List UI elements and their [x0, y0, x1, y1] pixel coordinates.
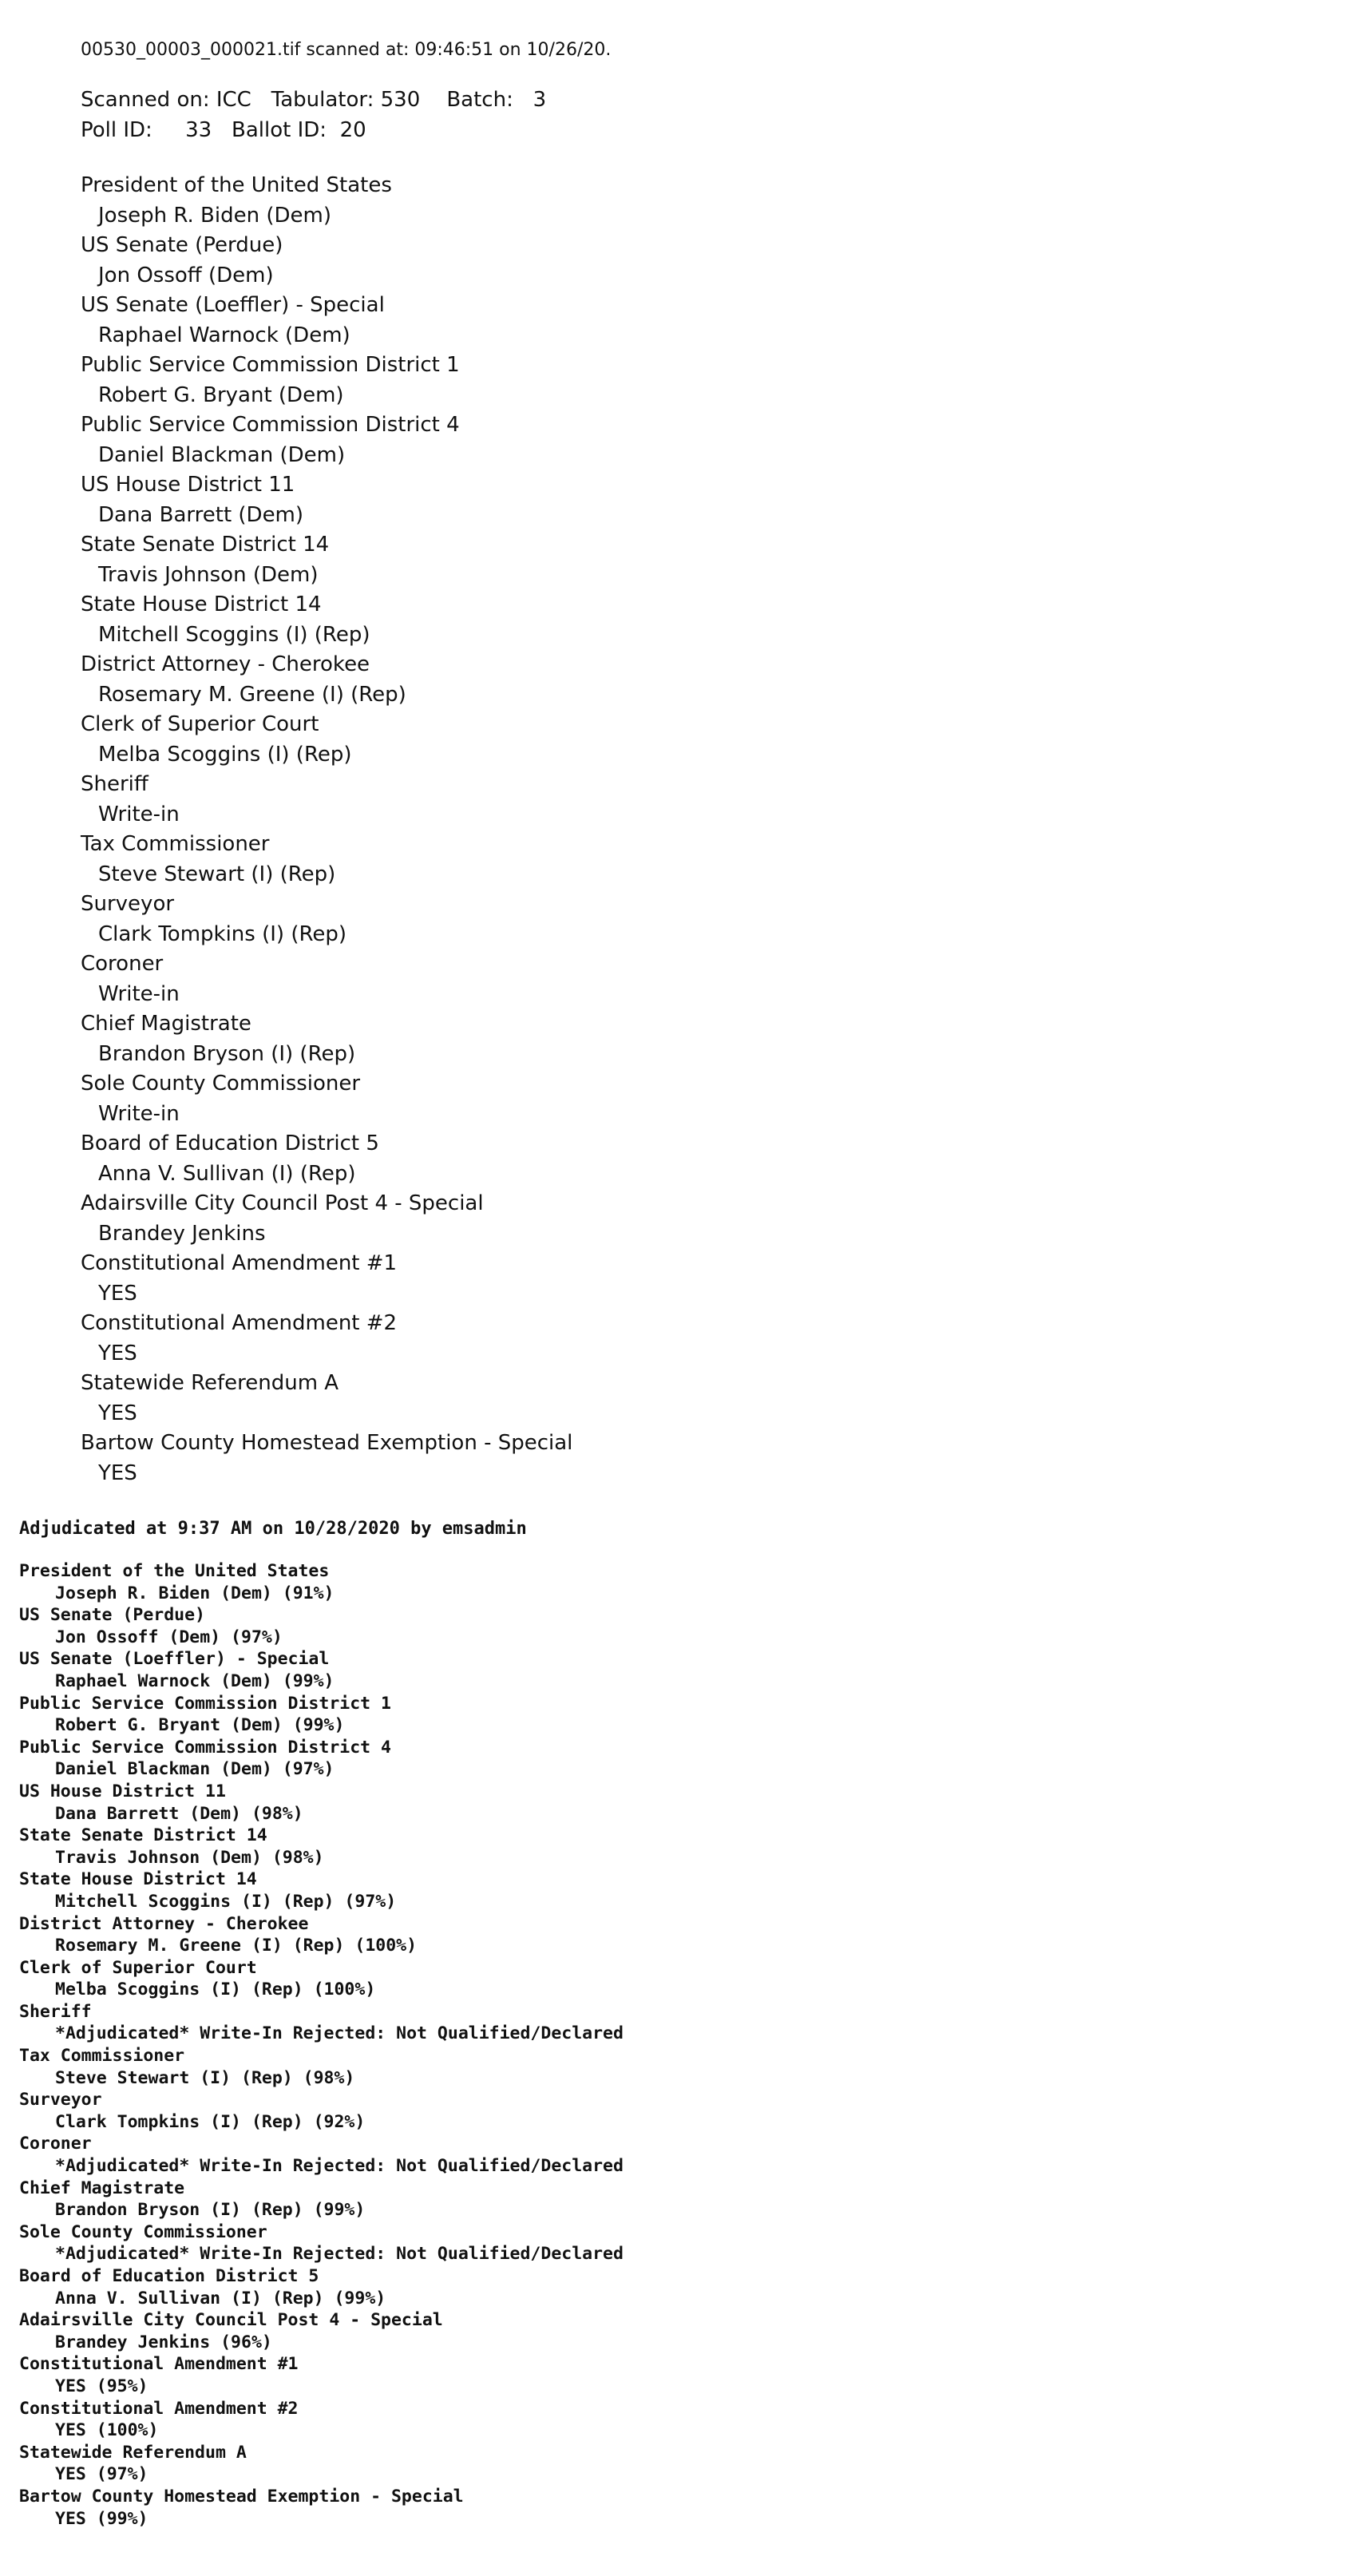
scan-header: 00530_00003_000021.tif scanned at: 09:46:51 on 10/26/20. [81, 40, 612, 60]
contest-name: Adairsville City Council Post 4 - Special [19, 2310, 443, 2331]
adjudication-contest [19, 2398, 1336, 2442]
adjudication-contest [19, 2265, 1336, 2309]
adjudication-contest [19, 2221, 1336, 2265]
scan-contest [81, 231, 1278, 291]
contest-name: Public Service Commission District 1 [81, 353, 460, 377]
adjudication-contest-list [19, 1560, 1336, 2530]
contest-choice: Robert G. Bryant (Dem) (99%) [55, 1715, 345, 1736]
poll-ballot-line: Poll ID: 33 Ballot ID: 20 [81, 118, 366, 142]
adjudication-contest [19, 1648, 1336, 1692]
contest-choice: *Adjudicated* Write-In Rejected: Not Qualified/Declared [55, 2156, 624, 2177]
contest-name: Public Service Commission District 4 [81, 413, 460, 437]
contest-name: Bartow County Homestead Exemption - Special [81, 1431, 573, 1455]
contest-name: US Senate (Loeffler) - Special [19, 1649, 330, 1670]
scan-contest [81, 351, 1278, 410]
scan-contest [81, 650, 1278, 710]
contest-name: Tax Commissioner [19, 2046, 185, 2067]
adjudication-contest [19, 2486, 1336, 2530]
contest-name: US Senate (Loeffler) - Special [81, 293, 385, 317]
scan-contest-list [81, 171, 1278, 1488]
contest-name: Statewide Referendum A [81, 1371, 339, 1395]
adjudication-contest [19, 1693, 1336, 1737]
contest-choice: Daniel Blackman (Dem) [98, 442, 346, 467]
scan-contest [81, 949, 1278, 1009]
scan-contest [81, 1429, 1278, 1488]
contest-name: Tax Commissioner [81, 832, 270, 856]
contest-name: US House District 11 [19, 1781, 226, 1801]
contest-choice: Brandon Bryson (I) (Rep) (99%) [55, 2200, 366, 2221]
contest-name: Clerk of Superior Court [19, 1957, 257, 1978]
contest-name: Sheriff [19, 2001, 92, 2022]
scan-contest [81, 1009, 1278, 1069]
scan-contest [81, 410, 1278, 470]
adjudication-contest [19, 1957, 1336, 2001]
contest-choice: Daniel Blackman (Dem) (97%) [55, 1759, 335, 1780]
adjudication-contest [19, 2309, 1336, 2353]
contest-choice: Dana Barrett (Dem) (98%) [55, 1803, 303, 1824]
contest-choice: Anna V. Sullivan (I) (Rep) (99%) [55, 2288, 386, 2308]
contest-choice: Write-in [98, 802, 180, 826]
contest-choice: YES [98, 1281, 137, 1306]
contest-choice: Write-in [98, 1101, 180, 1126]
adjudication-contest [19, 1825, 1336, 1869]
contest-choice: Travis Johnson (Dem) (98%) [55, 1847, 324, 1868]
contest-name: District Attorney - Cherokee [81, 652, 370, 676]
contest-choice: *Adjudicated* Write-In Rejected: Not Qualified/Declared [55, 2244, 624, 2265]
contest-choice: Joseph R. Biden (Dem) [98, 203, 331, 228]
contest-choice: Clark Tompkins (I) (Rep) [98, 921, 346, 946]
contest-choice: Mitchell Scoggins (I) (Rep) (97%) [55, 1891, 397, 1912]
scan-contest [81, 770, 1278, 830]
contest-choice: Steve Stewart (I) (Rep) [98, 862, 336, 886]
contest-choice: Jon Ossoff (Dem) [98, 263, 274, 287]
contest-name: Constitutional Amendment #1 [19, 2354, 299, 2375]
contest-choice: YES (100%) [55, 2420, 159, 2441]
scan-contest [81, 171, 1278, 231]
contest-name: Sole County Commissioner [19, 2221, 267, 2242]
adjudication-contest [19, 1913, 1336, 1957]
contest-choice: Raphael Warnock (Dem) [98, 323, 350, 347]
contest-choice: Write-in [98, 981, 180, 1006]
scan-contest [81, 830, 1278, 890]
contest-name: Chief Magistrate [19, 2178, 185, 2198]
adjudication-contest [19, 2001, 1336, 2045]
contest-name: Constitutional Amendment #1 [81, 1251, 398, 1275]
contest-name: Adairsville City Council Post 4 - Special [81, 1191, 484, 1215]
contest-choice: Brandey Jenkins (96%) [55, 2332, 272, 2352]
contest-name: Statewide Referendum A [19, 2442, 247, 2463]
contest-choice: YES (97%) [55, 2464, 148, 2485]
contest-name: Constitutional Amendment #2 [19, 2398, 299, 2419]
contest-name: Coroner [81, 952, 164, 976]
contest-name: Public Service Commission District 1 [19, 1693, 391, 1714]
adjudication-contest [19, 2133, 1336, 2177]
adjudication-contest [19, 2178, 1336, 2221]
contest-name: President of the United States [19, 1561, 330, 1581]
contest-choice: Joseph R. Biden (Dem) (91%) [55, 1583, 335, 1603]
scan-contest [81, 1189, 1278, 1249]
contest-name: State House District 14 [19, 1869, 257, 1890]
contest-name: Public Service Commission District 4 [19, 1737, 391, 1758]
contest-choice: YES (99%) [55, 2508, 148, 2529]
contest-name: Coroner [19, 2134, 92, 2154]
contest-name: Surveyor [81, 892, 175, 916]
contest-name: Board of Education District 5 [19, 2266, 319, 2286]
contest-name: Surveyor [19, 2090, 102, 2110]
contest-name: US House District 11 [81, 473, 295, 497]
contest-choice: Travis Johnson (Dem) [98, 562, 319, 587]
contest-choice: Jon Ossoff (Dem) (97%) [55, 1627, 283, 1647]
contest-name: President of the United States [81, 173, 392, 197]
scan-contest [81, 470, 1278, 530]
contest-choice: YES (95%) [55, 2376, 148, 2396]
contest-name: Constitutional Amendment #2 [81, 1311, 398, 1335]
contest-name: Clerk of Superior Court [81, 712, 319, 736]
scanned-on-line: Scanned on: ICC Tabulator: 530 Batch: 3 [81, 88, 547, 112]
contest-choice: Rosemary M. Greene (I) (Rep) (100%) [55, 1936, 418, 1956]
adjudication-contest [19, 1560, 1336, 1604]
contest-choice: Clark Tompkins (I) (Rep) (92%) [55, 2111, 366, 2132]
contest-choice: Brandon Bryson (I) (Rep) [98, 1041, 356, 1066]
contest-name: District Attorney - Cherokee [19, 1913, 309, 1934]
adjudication-header: Adjudicated at 9:37 AM on 10/28/2020 by emsadmin [19, 1519, 527, 1539]
contest-choice: YES [98, 1460, 137, 1485]
adjudication-contest [19, 1869, 1336, 1912]
contest-choice: Dana Barrett (Dem) [98, 502, 304, 527]
scan-contest [81, 1309, 1278, 1369]
contest-choice: Raphael Warnock (Dem) (99%) [55, 1670, 335, 1691]
contest-name: US Senate (Perdue) [81, 233, 283, 257]
scan-contest [81, 291, 1278, 351]
scan-contest [81, 1249, 1278, 1309]
adjudication-contest [19, 2089, 1336, 2133]
contest-choice: Steve Stewart (I) (Rep) (98%) [55, 2067, 355, 2088]
contest-choice: Mitchell Scoggins (I) (Rep) [98, 622, 370, 647]
contest-choice: Melba Scoggins (I) (Rep) (100%) [55, 1980, 376, 2000]
contest-choice: YES [98, 1401, 137, 1425]
contest-choice: Brandey Jenkins [98, 1221, 266, 1246]
scan-contest [81, 710, 1278, 770]
scan-contest [81, 890, 1278, 949]
contest-choice: Rosemary M. Greene (I) (Rep) [98, 682, 406, 707]
contest-name: Sheriff [81, 772, 148, 796]
adjudication-contest [19, 2045, 1336, 2089]
contest-choice: Anna V. Sullivan (I) (Rep) [98, 1161, 356, 1186]
scan-contest [81, 1069, 1278, 1129]
adjudication-section [19, 1517, 1336, 2530]
adjudication-contest [19, 2353, 1336, 2397]
adjudication-contest [19, 1737, 1336, 1781]
contest-choice: Melba Scoggins (I) (Rep) [98, 742, 352, 767]
contest-name: State Senate District 14 [19, 1825, 267, 1846]
contest-name: Chief Magistrate [81, 1012, 251, 1036]
adjudication-contest [19, 1604, 1336, 1648]
contest-name: US Senate (Perdue) [19, 1605, 205, 1626]
scan-section [81, 37, 1278, 1488]
contest-name: Board of Education District 5 [81, 1131, 379, 1155]
contest-name: State House District 14 [81, 592, 322, 616]
adjudication-contest [19, 1781, 1336, 1825]
contest-name: Sole County Commissioner [81, 1072, 361, 1096]
contest-name: Bartow County Homestead Exemption - Special [19, 2486, 464, 2507]
contest-choice: *Adjudicated* Write-In Rejected: Not Qualified/Declared [55, 2023, 624, 2044]
scan-contest [81, 1129, 1278, 1189]
scan-contest [81, 530, 1278, 590]
adjudication-contest [19, 2442, 1336, 2486]
contest-choice: Robert G. Bryant (Dem) [98, 382, 344, 407]
scan-contest [81, 1369, 1278, 1429]
contest-name: State Senate District 14 [81, 533, 330, 557]
scan-contest [81, 590, 1278, 650]
contest-choice: YES [98, 1341, 137, 1365]
